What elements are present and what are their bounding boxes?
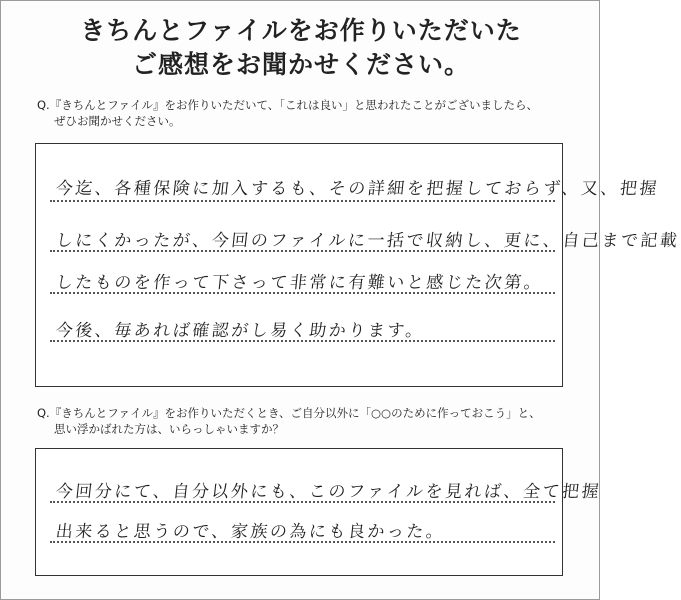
ruled-line [50, 292, 555, 294]
question-1-line1: Q.『きちんとファイル』をお作りいただいて、「これは良い」と思われたことがございましたら、 [37, 98, 538, 112]
answer-1-line: しにくかったが、今回のファイルに一括で収納し、更に、自己まで記載 [54, 231, 681, 251]
question-2-line1: Q.『きちんとファイル』をお作りいただくとき、ご自分以外に「○○のために作っておこう」と、 [37, 406, 541, 420]
question-1 [37, 97, 582, 129]
answer-1-line: 今迄、各種保険に加入するも、その詳細を把握しておらず、又、把握 [54, 179, 660, 199]
answer-1-box [35, 143, 681, 387]
ruled-line [50, 501, 555, 503]
answer-2-box [35, 448, 603, 576]
ruled-line [50, 200, 555, 202]
ruled-line [50, 541, 555, 543]
question-2 [37, 405, 582, 437]
answer-2-line: 今回分にて、自分以外にも、このファイルを見れば、全て把握 [54, 482, 603, 502]
page-title-line1: きちんとファイルをお作りいただいた [80, 16, 522, 45]
answer-2-line: 出来ると思うので、家族の為にも良かった。 [54, 522, 447, 542]
answer-1-line: したものを作って下さって非常に有難いと感じた次第。 [54, 273, 545, 293]
ruled-line [50, 340, 555, 342]
question-1-line2: ぜひお聞かせください。 [54, 114, 181, 128]
ruled-line [50, 250, 555, 252]
page-title-line2: ご感想をお聞かせください。 [131, 50, 470, 79]
question-2-line2: 思い浮かばれた方は、いらっしゃいますか？ [54, 422, 284, 436]
answer-1-line: 今後、毎あれば確認がし易く助かります。 [54, 321, 426, 341]
